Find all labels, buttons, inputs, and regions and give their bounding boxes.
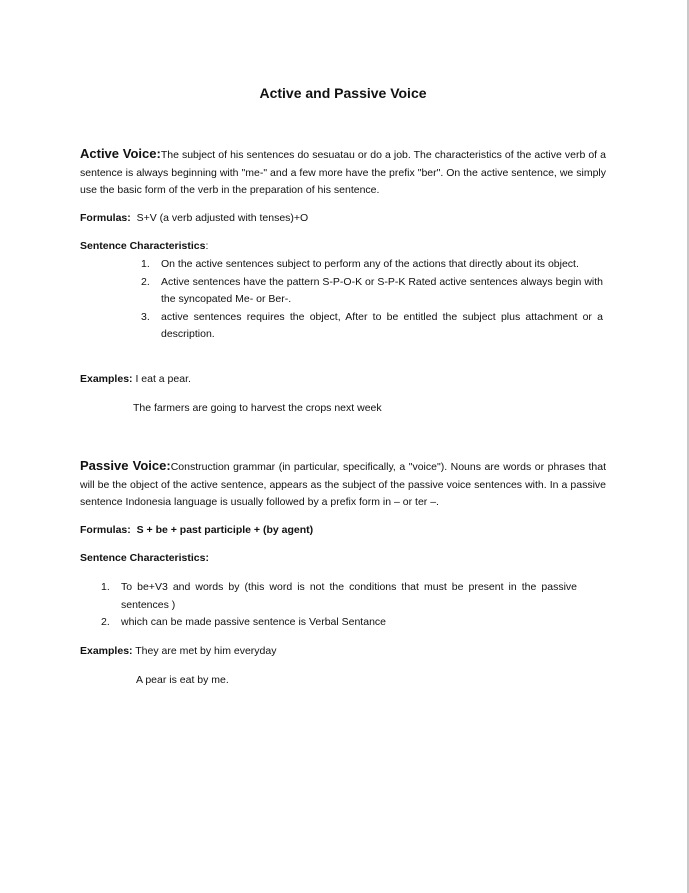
list-text: Active sentences have the pattern S-P-O-K or S-P-K Rated active sentences always begin with the syncopated Me- or Ber-.: [161, 275, 603, 305]
passive-voice-intro: [80, 457, 606, 512]
list-number: 1.: [101, 581, 110, 593]
list-number: 3.: [141, 310, 150, 323]
active-examples: [80, 371, 606, 389]
active-formulas-value: S+V (a verb adjusted with tenses)+O: [136, 212, 309, 224]
active-formulas: [80, 210, 606, 228]
page-title: Active and Passive Voice: [259, 85, 427, 101]
list-text: To be+V3 and words by (this word is not the conditions that must be present in the passive sentences ): [121, 581, 577, 611]
active-voice-intro: [80, 145, 606, 200]
active-formulas-label: Formulas:: [80, 212, 131, 224]
list-item: [101, 579, 577, 614]
passive-examples: [80, 643, 606, 661]
active-example-2: The farmers are going to harvest the crops next week: [133, 402, 382, 414]
passive-formulas-label: Formulas:: [80, 524, 131, 536]
list-item: [141, 256, 603, 274]
passive-voice-intro-text: Construction grammar (in particular, specifically, a "voice"). Nouns are words or phrases that will be the object of the active sentence, appears as the subject of the passive voice sentences with. In a passive sentence Indonesia language is usually followed by a prefix form in – or ter –.: [80, 461, 607, 508]
active-voice-heading: Active Voice:: [80, 146, 161, 161]
active-examples-label: Examples:: [80, 373, 133, 385]
list-item: [141, 274, 603, 309]
list-text: active sentences requires the object, After to be entitled the subject plus attachment or a description.: [161, 310, 603, 340]
active-characteristics-colon: :: [205, 240, 209, 252]
list-item: [101, 614, 577, 632]
active-example-1: I eat a pear.: [135, 373, 191, 385]
passive-characteristics-list: [101, 579, 577, 632]
passive-examples-label: Examples:: [80, 645, 133, 657]
passive-characteristics-heading: Sentence Characteristics:: [80, 552, 209, 564]
list-number: 1.: [141, 258, 150, 270]
passive-formulas: [80, 522, 606, 540]
active-characteristics-list: [141, 256, 603, 344]
passive-voice-heading: Passive Voice:: [80, 458, 171, 473]
list-number: 2.: [141, 275, 150, 288]
passive-example-2: A pear is eat by me.: [136, 674, 229, 686]
list-item: [141, 309, 603, 344]
passive-formulas-value: S + be + past participle + (by agent): [136, 524, 314, 536]
active-characteristics-label: Sentence Characteristics: [80, 240, 206, 252]
active-voice-intro-text: The subject of his sentences do sesuatau or do a job. The characteristics of the active verb of a sentence is always beginning with "me-" and a few more have the prefix "ber". On the active sentence, we simply use the basic form of the verb in the preparation of his sentence.: [80, 149, 606, 196]
list-number: 2.: [101, 616, 110, 628]
passive-example-1: They are met by him everyday: [135, 645, 277, 657]
list-text: which can be made passive sentence is Verbal Sentance: [121, 616, 386, 628]
list-text: On the active sentences subject to perform any of the actions that directly about its object.: [161, 258, 579, 270]
active-characteristics-heading: [80, 238, 606, 256]
